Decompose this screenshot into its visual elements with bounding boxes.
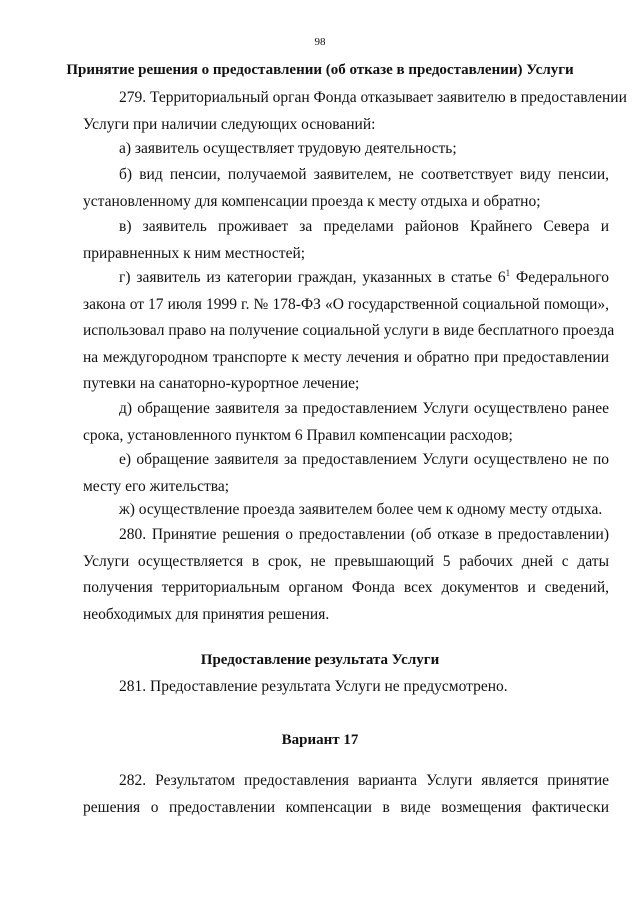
text-line: ж) осуществление проезда заявителем более чем к одному месту отдыха.	[119, 501, 603, 518]
text-fragment: г) заявитель из категории граждан, указанных в статье 6	[119, 269, 506, 286]
paragraph-item-g	[83, 265, 615, 398]
text-line: срока, установленного пунктом 6 Правил компенсации расходов;	[83, 426, 513, 444]
paragraph-281	[83, 674, 609, 701]
paragraph-item-b	[83, 162, 609, 215]
text-line: установленному для компенсации проезда к месту отдыха и обратно;	[83, 192, 541, 210]
text-line: использовал право на получение социальной услуги в виде бесплатного проезда	[83, 322, 615, 339]
page-number: 98	[314, 36, 326, 48]
text-line: приравненных к ним местностей;	[83, 244, 306, 262]
paragraph-item-v	[83, 214, 609, 267]
text-line: получения территориальным органом Фонда всех документов и сведений,	[83, 579, 609, 596]
paragraph-item-d	[83, 396, 609, 449]
text-line: Услуги осуществляется в срок, не превышающий 5 рабочих дней с даты	[83, 552, 609, 570]
text-line: а) заявитель осуществляет трудовую деятельность;	[119, 140, 457, 157]
text-line: 281. Предоставление результата Услуги не предусмотрено.	[119, 678, 508, 695]
section-heading-result: Предоставление результата Услуги	[200, 652, 440, 668]
paragraph-item-a	[83, 136, 609, 163]
text-line: закона от 17 июля 1999 г. № 178-ФЗ «О государственной социальной помощи»,	[83, 295, 609, 313]
text-fragment: Федерального	[510, 269, 609, 286]
section-heading-decision: Принятие решения о предоставлении (об отказе в предоставлении) Услуги	[66, 62, 574, 78]
text-line: д) обращение заявителя за предоставлением Услуги осуществлено ранее	[119, 400, 609, 417]
paragraph-item-e	[83, 447, 609, 500]
text-line: решения о предоставлении компенсации в виде возмещения фактически	[83, 798, 609, 816]
text-line	[83, 265, 609, 292]
text-line: месту его жительства;	[83, 477, 230, 495]
article-superscript: 1	[505, 267, 511, 278]
text-line: на междугородном транспорте к месту лечения и обратно при предоставлении	[83, 348, 609, 366]
text-line: необходимых для принятия решения.	[83, 605, 330, 623]
text-line: 279. Территориальный орган Фонда отказывает заявителю в предоставлении	[119, 89, 627, 106]
text-line: 280. Принятие решения о предоставлении (об отказе в предоставлении)	[119, 526, 609, 543]
text-line: б) вид пенсии, получаемой заявителем, не соответствует виду пенсии,	[119, 166, 609, 183]
paragraph-280	[83, 522, 609, 628]
text-line: 282. Результатом предоставления варианта Услуги является принятие	[119, 772, 609, 789]
paragraph-item-zh	[83, 497, 609, 524]
section-heading-variant: Вариант 17	[281, 732, 359, 748]
text-line: е) обращение заявителя за предоставлением Услуги осуществлено не по	[119, 451, 609, 468]
paragraph-282	[83, 768, 609, 821]
text-line: путевки на санаторно-курортное лечение;	[83, 375, 360, 392]
text-line: в) заявитель проживает за пределами районов Крайнего Севера и	[119, 218, 609, 235]
paragraph-279	[83, 85, 627, 138]
text-line: Услуги при наличии следующих оснований:	[83, 115, 376, 133]
